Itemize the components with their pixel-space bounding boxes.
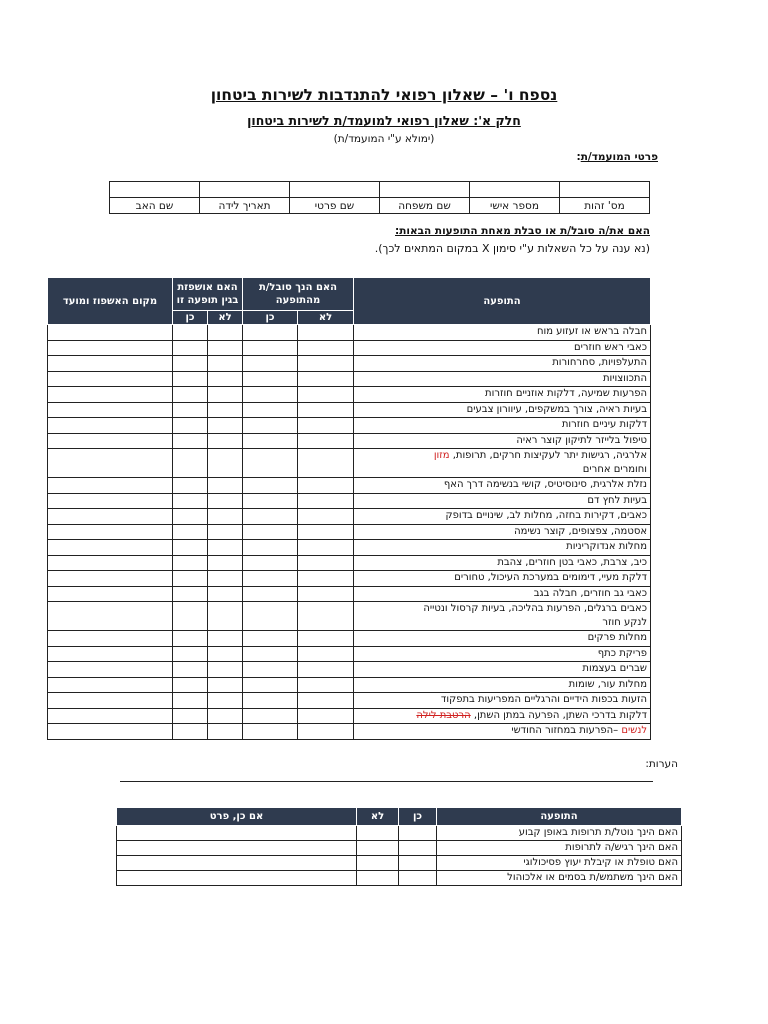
- symptom-text: [354, 631, 651, 647]
- symptom-text: [354, 602, 651, 631]
- hospitalized-no-cell[interactable]: [208, 402, 243, 418]
- hospitalized-no-cell[interactable]: [208, 371, 243, 387]
- header-no: לא: [357, 808, 399, 826]
- symptom-label: מחלות אנדוקריניות: [566, 541, 648, 553]
- symptom-row: [48, 724, 651, 740]
- symptom-label: מחלות עור, שומות: [568, 678, 648, 690]
- hospitalized-yes-cell[interactable]: [173, 418, 208, 434]
- hospitalized-no-cell[interactable]: [208, 509, 243, 525]
- suffering-no-cell[interactable]: [298, 478, 354, 494]
- symptom-label: התכווצויות: [602, 372, 648, 384]
- hospitalized-yes-cell[interactable]: [173, 571, 208, 587]
- hospital-place-cell[interactable]: [48, 402, 173, 418]
- hospitalized-yes-cell[interactable]: [173, 356, 208, 372]
- answer-yes-cell[interactable]: [399, 841, 437, 856]
- medication-question: האם טופלת או קיבלת יעוץ פסיכולוגי: [437, 856, 682, 871]
- hospitalized-no-cell[interactable]: [208, 387, 243, 403]
- suffering-no-cell[interactable]: [298, 402, 354, 418]
- symptom-label: התעלפויות, סחרחורות: [552, 357, 648, 369]
- detail-cell[interactable]: [117, 871, 357, 886]
- answer-yes-cell[interactable]: [399, 826, 437, 841]
- header-yes: כן: [399, 808, 437, 826]
- symptom-row: [48, 478, 651, 494]
- hospital-place-cell[interactable]: [48, 524, 173, 540]
- symptom-text: [354, 387, 651, 403]
- header-yes: כן: [243, 311, 298, 325]
- hospital-place-cell[interactable]: [48, 540, 173, 556]
- header-place: מקום האשפוז ומועד: [48, 278, 173, 325]
- hospital-place-cell[interactable]: [48, 708, 173, 724]
- hospitalized-yes-cell[interactable]: [173, 631, 208, 647]
- hospital-place-cell[interactable]: [48, 387, 173, 403]
- id-number-field[interactable]: [560, 182, 650, 198]
- suffering-no-cell[interactable]: [298, 677, 354, 693]
- hospitalized-no-cell[interactable]: [208, 340, 243, 356]
- symptom-row: [48, 586, 651, 602]
- hospitalized-no-cell[interactable]: [208, 708, 243, 724]
- symptom-text: [354, 493, 651, 509]
- symptom-row: [48, 662, 651, 678]
- symptom-row: [48, 433, 651, 449]
- suffering-yes-cell[interactable]: [243, 602, 298, 631]
- symptom-text: [354, 571, 651, 587]
- hospitalized-yes-cell[interactable]: [173, 449, 208, 478]
- hospital-place-cell[interactable]: [48, 340, 173, 356]
- answer-no-cell[interactable]: [357, 856, 399, 871]
- symptom-text: [354, 356, 651, 372]
- hospitalized-yes-cell[interactable]: [173, 724, 208, 740]
- symptom-text: [354, 646, 651, 662]
- suffering-no-cell[interactable]: [298, 418, 354, 434]
- hospital-place-cell[interactable]: [48, 693, 173, 709]
- hospital-place-cell[interactable]: [48, 371, 173, 387]
- hospital-place-cell[interactable]: [48, 509, 173, 525]
- symptom-text: [354, 371, 651, 387]
- medications-table: [116, 807, 682, 886]
- suffering-no-cell[interactable]: [298, 524, 354, 540]
- symptom-label: כאבי גב חוזרים, חבלה בגב: [533, 587, 648, 599]
- symptom-text: [354, 509, 651, 525]
- symptom-label: נזלת אלרגית, סינוסיטיס, קושי בנשימה דרך האף: [443, 479, 648, 491]
- hospitalized-yes-cell[interactable]: [173, 646, 208, 662]
- suffering-no-cell[interactable]: [298, 631, 354, 647]
- symptom-text: [354, 340, 651, 356]
- symptom-row: [48, 418, 651, 434]
- symptom-label: כיב, צרבת, כאבי בטן חוזרים, צהבת: [497, 556, 648, 568]
- suffering-yes-cell[interactable]: [243, 708, 298, 724]
- symptom-text: [354, 555, 651, 571]
- suffering-yes-cell[interactable]: [243, 646, 298, 662]
- suffering-no-cell[interactable]: [298, 509, 354, 525]
- birth-date-field[interactable]: [200, 182, 290, 198]
- hospitalized-yes-cell[interactable]: [173, 402, 208, 418]
- candidate-details-table: [109, 181, 650, 214]
- symptom-text: [354, 586, 651, 602]
- symptom-text: [354, 524, 651, 540]
- symptom-row: [48, 325, 651, 341]
- symptom-label: דלקות עיניים חוזרות: [561, 419, 648, 431]
- suffering-no-cell[interactable]: [298, 340, 354, 356]
- symptom-label: –הפרעות במחזור החודשי: [511, 725, 622, 737]
- suffering-no-cell[interactable]: [298, 724, 354, 740]
- hospital-place-cell[interactable]: [48, 602, 173, 631]
- hospitalized-no-cell[interactable]: [208, 325, 243, 341]
- detail-cell[interactable]: [117, 856, 357, 871]
- hospitalized-yes-cell[interactable]: [173, 433, 208, 449]
- header-suffering: האם הנך סובל/ת מהתופעה: [243, 278, 354, 311]
- suffering-yes-cell[interactable]: [243, 509, 298, 525]
- hospital-place-cell[interactable]: [48, 677, 173, 693]
- symptom-text: [354, 433, 651, 449]
- header-no: לא: [298, 311, 354, 325]
- symptom-label: חבלה בראש או זעזוע מוח: [536, 326, 648, 338]
- hospital-place-cell[interactable]: [48, 631, 173, 647]
- symptom-text: [354, 449, 651, 478]
- suffering-yes-cell[interactable]: [243, 631, 298, 647]
- details-header-cell: מספר אישי: [470, 198, 560, 214]
- suffering-yes-cell[interactable]: [243, 478, 298, 494]
- symptom-text: [354, 418, 651, 434]
- hospitalized-yes-cell[interactable]: [173, 524, 208, 540]
- hospitalized-no-cell[interactable]: [208, 662, 243, 678]
- hospitalized-yes-cell[interactable]: [173, 586, 208, 602]
- hospital-place-cell[interactable]: [48, 493, 173, 509]
- hospitalized-no-cell[interactable]: [208, 418, 243, 434]
- suffering-yes-cell[interactable]: [243, 724, 298, 740]
- details-header-cell: שם פרטי: [290, 198, 380, 214]
- document-subtitle: חלק א': שאלון רפואי למועמד/ת לשירות ביטחון: [247, 113, 521, 128]
- symptom-label: כאבי ראש חוזרים: [574, 341, 648, 353]
- first-name-field[interactable]: [290, 182, 380, 198]
- details-header-cell: תאריך לידה: [200, 198, 290, 214]
- suffering-yes-cell[interactable]: [243, 387, 298, 403]
- hospital-place-cell[interactable]: [48, 325, 173, 341]
- symptom-label: שברים בעצמות: [582, 663, 648, 675]
- suffering-yes-cell[interactable]: [243, 540, 298, 556]
- highlighted-text: לנשים: [621, 725, 648, 737]
- medication-question: האם הינך רגיש/ה לתרופות: [437, 841, 682, 856]
- hospitalized-yes-cell[interactable]: [173, 540, 208, 556]
- medication-row: [117, 826, 682, 841]
- suffering-yes-cell[interactable]: [243, 677, 298, 693]
- symptoms-body: [48, 325, 651, 740]
- symptom-row: [48, 602, 651, 631]
- hospitalized-no-cell[interactable]: [208, 677, 243, 693]
- hospital-place-cell[interactable]: [48, 356, 173, 372]
- symptom-row: [48, 449, 651, 478]
- symptom-text: [354, 540, 651, 556]
- hospital-place-cell[interactable]: [48, 724, 173, 740]
- medication-question: האם הינך משתמש/ת בסמים או אלכוהול: [437, 871, 682, 886]
- symptom-text: [354, 708, 651, 724]
- symptom-text: [354, 724, 651, 740]
- suffering-no-cell[interactable]: [298, 449, 354, 478]
- symptom-row: [48, 340, 651, 356]
- candidate-details-label: [577, 151, 659, 163]
- hospital-place-cell[interactable]: [48, 662, 173, 678]
- hospitalized-no-cell[interactable]: [208, 356, 243, 372]
- hospitalized-no-cell[interactable]: [208, 724, 243, 740]
- details-input-row: [110, 182, 650, 198]
- suffering-no-cell[interactable]: [298, 371, 354, 387]
- candidate-details-text: פרטי המועמד/ת: [580, 151, 658, 163]
- symptom-label: פריקת כתף: [597, 647, 648, 659]
- suffering-no-cell[interactable]: [298, 602, 354, 631]
- hospital-place-cell[interactable]: [48, 433, 173, 449]
- hospital-place-cell[interactable]: [48, 418, 173, 434]
- candidate-details-colon: :: [576, 151, 581, 163]
- comments-label: הערות:: [645, 758, 678, 770]
- hospitalized-yes-cell[interactable]: [173, 693, 208, 709]
- suffering-yes-cell[interactable]: [243, 586, 298, 602]
- suffering-yes-cell[interactable]: [243, 693, 298, 709]
- suffering-no-cell[interactable]: [298, 646, 354, 662]
- suffering-yes-cell[interactable]: [243, 356, 298, 372]
- suffering-yes-cell[interactable]: [243, 571, 298, 587]
- medication-row: [117, 841, 682, 856]
- hospitalized-yes-cell[interactable]: [173, 708, 208, 724]
- symptom-text: [354, 662, 651, 678]
- answer-no-cell[interactable]: [357, 841, 399, 856]
- symptom-row: [48, 631, 651, 647]
- suffering-yes-cell[interactable]: [243, 662, 298, 678]
- father-name-field[interactable]: [110, 182, 200, 198]
- suffering-no-cell[interactable]: [298, 708, 354, 724]
- header-detail: אם כן, פרט: [117, 808, 357, 826]
- hospitalized-yes-cell[interactable]: [173, 340, 208, 356]
- symptom-row: [48, 356, 651, 372]
- suffering-yes-cell[interactable]: [243, 555, 298, 571]
- symptom-label: טיפול בלייזר לתיקון קוצר ראיה: [516, 434, 648, 446]
- medication-row: [117, 871, 682, 886]
- symptom-text: [354, 478, 651, 494]
- symptom-label: דלקת מעיי, דימומים במערכת העיכול, טחורים: [454, 572, 648, 584]
- medication-row: [117, 856, 682, 871]
- symptom-row: [48, 646, 651, 662]
- hospitalized-yes-cell[interactable]: [173, 677, 208, 693]
- hospitalized-yes-cell[interactable]: [173, 555, 208, 571]
- header-yes: כן: [173, 311, 208, 325]
- symptom-label: מחלות פרקים: [587, 632, 648, 644]
- answer-yes-cell[interactable]: [399, 871, 437, 886]
- hospitalized-yes-cell[interactable]: [173, 493, 208, 509]
- suffering-no-cell[interactable]: [298, 693, 354, 709]
- suffering-no-cell[interactable]: [298, 586, 354, 602]
- hospital-place-cell[interactable]: [48, 571, 173, 587]
- hospital-place-cell[interactable]: [48, 478, 173, 494]
- hospitalized-no-cell[interactable]: [208, 524, 243, 540]
- suffering-no-cell[interactable]: [298, 356, 354, 372]
- hospitalized-no-cell[interactable]: [208, 646, 243, 662]
- medication-question: האם הינך נוטל/ת תרופות באופן קבוע: [437, 826, 682, 841]
- symptom-row: [48, 387, 651, 403]
- symptom-label: בעיות ראיה, צורך במשקפים, עיוורון צבעים: [466, 403, 648, 415]
- hospital-place-cell[interactable]: [48, 449, 173, 478]
- suffering-yes-cell[interactable]: [243, 433, 298, 449]
- hospitalized-no-cell[interactable]: [208, 433, 243, 449]
- symptom-label: דלקות בדרכי השתן, הפרעה במתן השתן,: [470, 709, 648, 721]
- suffering-yes-cell[interactable]: [243, 449, 298, 478]
- last-name-field[interactable]: [380, 182, 470, 198]
- suffering-yes-cell[interactable]: [243, 325, 298, 341]
- symptom-label: בעיות לחץ דם: [587, 494, 648, 506]
- details-header-cell: שם האב: [110, 198, 200, 214]
- symptom-row: [48, 524, 651, 540]
- symptom-label: הזעות בכפות הידיים והרגליים המפריעות בתפקוד: [440, 694, 648, 706]
- suffering-yes-cell[interactable]: [243, 402, 298, 418]
- symptom-label-line2: וחומרים אחרים: [582, 464, 648, 475]
- hospital-place-cell[interactable]: [48, 646, 173, 662]
- question-instruction: (נא ענה על כל השאלות ע"י סימון X במקום המתאים לכך).: [374, 242, 650, 255]
- hospitalized-no-cell[interactable]: [208, 602, 243, 631]
- symptom-label: כאבים ברגלים, הפרעות בהליכה, בעיות קרסול ונטייה: [423, 603, 648, 614]
- symptom-label: הפרעות שמיעה, דלקות אוזניים חוזרות: [485, 388, 648, 400]
- hospitalized-no-cell[interactable]: [208, 693, 243, 709]
- hospitalized-yes-cell[interactable]: [173, 371, 208, 387]
- comments-line[interactable]: [120, 781, 653, 782]
- symptom-label: כאבים, דקירות בחזה, מחלות לב, שינויים בדופק: [445, 510, 648, 522]
- struck-text: הרטבת לילה: [416, 709, 471, 721]
- question-title: האם את/ה סובל/ת או סבלת מאחת התופעות הבאות:: [395, 225, 650, 237]
- symptom-row: [48, 402, 651, 418]
- header-hospitalized: האם אושפזת בגין תופעה זו: [173, 278, 243, 311]
- answer-no-cell[interactable]: [357, 826, 399, 841]
- symptom-row: [48, 677, 651, 693]
- hospitalized-yes-cell[interactable]: [173, 325, 208, 341]
- symptom-row: [48, 571, 651, 587]
- details-header-cell: מס' זהות: [560, 198, 650, 214]
- symptom-row: [48, 371, 651, 387]
- symptom-text: [354, 677, 651, 693]
- suffering-no-cell[interactable]: [298, 555, 354, 571]
- hospital-place-cell[interactable]: [48, 586, 173, 602]
- answer-no-cell[interactable]: [357, 871, 399, 886]
- symptom-label: אסטמה, צפצופים, קוצר נשימה: [514, 525, 648, 537]
- hospitalized-no-cell[interactable]: [208, 449, 243, 478]
- symptom-row: [48, 708, 651, 724]
- suffering-yes-cell[interactable]: [243, 340, 298, 356]
- personal-number-field[interactable]: [470, 182, 560, 198]
- suffering-no-cell[interactable]: [298, 493, 354, 509]
- header-symptom: התופעה: [354, 278, 651, 325]
- hospitalized-yes-cell[interactable]: [173, 478, 208, 494]
- symptom-text: [354, 402, 651, 418]
- document-title: נספח ו' – שאלון רפואי להתנדבות לשירות ביטחון: [210, 86, 558, 104]
- symptom-row: [48, 509, 651, 525]
- symptom-row: [48, 555, 651, 571]
- hospitalized-yes-cell[interactable]: [173, 387, 208, 403]
- symptom-text: [354, 325, 651, 341]
- medications-body: [117, 826, 682, 886]
- suffering-yes-cell[interactable]: [243, 418, 298, 434]
- hospitalized-no-cell[interactable]: [208, 540, 243, 556]
- symptom-text: [354, 693, 651, 709]
- highlighted-text: מזון: [433, 450, 450, 461]
- suffering-no-cell[interactable]: [298, 433, 354, 449]
- symptom-row: [48, 693, 651, 709]
- symptoms-header-row: [48, 278, 651, 311]
- symptom-row: [48, 540, 651, 556]
- hospitalized-yes-cell[interactable]: [173, 509, 208, 525]
- suffering-no-cell[interactable]: [298, 662, 354, 678]
- hospitalized-no-cell[interactable]: [208, 478, 243, 494]
- suffering-yes-cell[interactable]: [243, 493, 298, 509]
- symptom-label-line2: לנקע חוזר: [602, 617, 648, 628]
- suffering-no-cell[interactable]: [298, 540, 354, 556]
- hospitalized-no-cell[interactable]: [208, 555, 243, 571]
- hospitalized-no-cell[interactable]: [208, 586, 243, 602]
- suffering-yes-cell[interactable]: [243, 371, 298, 387]
- hospitalized-no-cell[interactable]: [208, 631, 243, 647]
- suffering-yes-cell[interactable]: [243, 524, 298, 540]
- detail-cell[interactable]: [117, 841, 357, 856]
- hospitalized-no-cell[interactable]: [208, 493, 243, 509]
- suffering-no-cell[interactable]: [298, 571, 354, 587]
- hospitalized-no-cell[interactable]: [208, 571, 243, 587]
- details-header-cell: שם משפחה: [380, 198, 470, 214]
- symptoms-table: [47, 277, 651, 740]
- suffering-no-cell[interactable]: [298, 387, 354, 403]
- fill-note: (ימולא ע"י המועמד/ת): [333, 133, 435, 145]
- symptom-label: אלרגיה, רגישות יתר לעקיצות חרקים, תרופות,: [449, 450, 648, 461]
- medications-header-row: [117, 808, 682, 826]
- details-header-row: [110, 198, 650, 214]
- hospitalized-yes-cell[interactable]: [173, 662, 208, 678]
- hospital-place-cell[interactable]: [48, 555, 173, 571]
- hospitalized-yes-cell[interactable]: [173, 602, 208, 631]
- detail-cell[interactable]: [117, 826, 357, 841]
- header-symptom: התופעה: [437, 808, 682, 826]
- header-no: לא: [208, 311, 243, 325]
- symptom-row: [48, 493, 651, 509]
- suffering-no-cell[interactable]: [298, 325, 354, 341]
- answer-yes-cell[interactable]: [399, 856, 437, 871]
